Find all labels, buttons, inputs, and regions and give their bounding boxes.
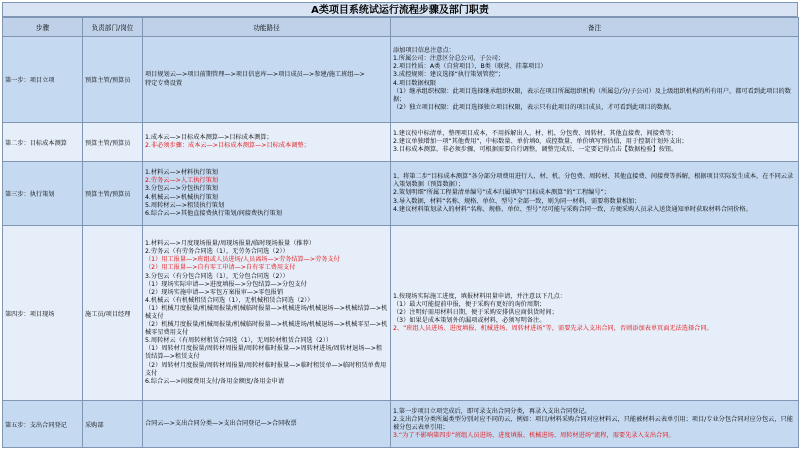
note-cell-line: 1.建议按中标清单，整理项目成本，不用拆解出人、材、机、分包费、周转材、其他直接费、间接费等； — [393, 129, 678, 137]
step-cell-text: 第二步：目标成本测算 — [5, 139, 67, 147]
note-cell-line: 1、将第二步“目标成本测算”各分部分项费用进行人、材、机、分包费、周转材、其他直接费、间接费等拆解，根据项目实际发生成本，在不同云录入策划数据（预算数据）； — [393, 173, 794, 189]
dept-cell-text: 预算主管/预算员 — [85, 191, 131, 198]
path-cell-line: 6.综合云—>其他直接费执行策划/间接费执行策划 — [145, 209, 282, 217]
header-row — [3, 18, 799, 37]
path-cell-line: （1）机械月度报量/机械周报量/机械临时报量—>机械进场/机械退场—>机械结算—>机械支付 — [145, 304, 388, 320]
path-cell — [143, 226, 391, 401]
note-cell-line: 2、“班组人员进场、进度填报、机械进场、周转材进场”等，需要先录入支出合同，否则添加表单页面无法选择合同。 — [393, 325, 713, 333]
path-cell-line: 特定专费设置 — [145, 79, 183, 87]
step-cell — [3, 123, 83, 162]
dept-cell — [83, 226, 143, 401]
note-cell-line: 3.“为了不影响第四步“班组人员进场、进度填报、机械进场、周转材进场”流程，需要先录入支出合同。 — [393, 432, 675, 440]
table-row — [3, 123, 799, 162]
table-row — [3, 37, 799, 123]
dept-cell — [83, 123, 143, 162]
workflow-table — [2, 17, 799, 448]
note-cell-line: 2.项目性质：A类（自营项目），B类（联营、挂靠项目） — [393, 63, 547, 71]
note-cell-line: 2.建议单独增加一项“其他费用”，中标数量、单价填0，成控数量、单价填写预估值，用于控制计划外支出； — [393, 137, 688, 145]
note-cell-line: （2）注明好需用材料日期，便于采购安排供应商供货时间； — [393, 308, 558, 316]
step-cell — [3, 162, 83, 226]
note-cell-line: 3.目标成本测算，非必须步骤，可根据需要自行调整，调整完成后，一定要记得点击【数据检验】按钮。 — [393, 146, 678, 154]
note-cell-line: （1）继承组织权限：此项目选择继承组织权限，表示在项目所属组织机构（所属总/分/子公司）及上级组织机构的所有用户，都可看到此项目的数据； — [393, 87, 791, 103]
table-row — [3, 401, 799, 448]
dept-cell — [83, 401, 143, 448]
step-cell-text: 第一步：项目立项 — [5, 77, 55, 84]
table-row — [3, 226, 799, 401]
step-cell-text: 第五步：支出合同登记 — [5, 421, 67, 429]
note-cell — [391, 226, 799, 401]
header-step: 步骤 — [3, 18, 83, 37]
path-cell-line: （2）现场实施申请—>零包方案报审—>零包报销 — [145, 288, 284, 296]
note-cell-line: （3）如果是成本策划外的漏项或材料，必须写明备注。 — [393, 317, 546, 325]
path-cell-line: （2）机械月度报量/机械周报量/机械临时报量—>机械进场/机械退场—>机械零星—>机械零星费用支付 — [145, 321, 388, 337]
step-cell — [3, 37, 83, 123]
note-cell — [391, 162, 799, 226]
path-cell — [143, 401, 391, 448]
step-cell — [3, 226, 83, 401]
dept-cell-text: 预算主管/预算员 — [85, 139, 131, 147]
path-cell-line: 6.综合云—>间接费用支付/备用金额度/备用金申请 — [145, 377, 285, 385]
table-row — [3, 162, 799, 226]
path-cell — [143, 123, 391, 162]
path-cell-line: 3.分包云（有分包合同选（1），无分包合同选（2）） — [145, 272, 289, 280]
path-cell — [143, 37, 391, 123]
note-cell-line: 2.支出合同分类所属类型分别对应不同的云，例如：项目/材料采购合同对应材料云，只能被材料云表单引用；项目/专业分包合同对应分包云，只能被分包云表单引用； — [393, 415, 793, 431]
path-cell-line: 4.机械云—>机械执行策划 — [145, 193, 218, 201]
path-cell-line: 2.非必须步骤：成本云—>目标成本测算—>目标成本调整； — [145, 142, 310, 149]
step-cell — [3, 401, 83, 448]
path-cell-line: 1.材料云—>材料执行策划 — [145, 169, 218, 177]
note-cell-line: （1）最大可能提前申报，便于采购有更好的询价周期； — [393, 300, 546, 308]
step-cell-text: 第三步：执行策划 — [5, 191, 55, 198]
note-cell-line: 3.成控规则：建议选择“执行策划管控”； — [393, 71, 505, 79]
dept-cell-text: 施工员/项目经理 — [85, 310, 131, 318]
note-cell-line: （2）独立项目权限：此项目选择独立项目权限，表示只有此项目的项目成员，才可看到此项目的数据。 — [393, 103, 676, 111]
path-cell-line: 1.成本云—>目标成本测算—>目标成本测算； — [145, 133, 273, 141]
step-cell-text: 第四步：项目现场 — [5, 310, 55, 318]
path-cell-line: 1.材料云—>月度现场报量/周现场报量/临时现场报量（推荐） — [145, 240, 315, 248]
header-path: 功能路径 — [143, 18, 391, 37]
header-note: 备注 — [391, 18, 799, 37]
note-cell — [391, 401, 799, 448]
path-cell-line: 2.劳务云（有劳务合同选（1），无劳务合同选（2）） — [145, 248, 289, 256]
path-cell-line: （1）用工报量—>班组或人员进场/人员离场—>劳务结算—>劳务支付 — [145, 256, 340, 264]
path-cell-line: 5.周转材云（有周转材租赁合同选（1），无周转材租赁合同选（2）） — [145, 337, 333, 345]
note-cell-line: 4.建议材料策划录入的材料“名称、规格、单位、型号”尽可能与采购合同一致，方便采购人员录入送货通知单时获取材料合同价格。 — [393, 205, 752, 213]
path-cell-line: 合同云—>支出合同分类—>支出合同登记—>合同收票 — [145, 419, 297, 427]
note-cell-line: 3.导入数据，材料“名称、规格、单位、型号”全部一致，则为同一材料，需要将数量相加； — [393, 197, 641, 205]
path-cell-line: 项目规划云—>项目前期管理—>项目信息库—>项目成员—>参建/施工班组—> — [145, 71, 365, 79]
note-cell-line: 添加项目信息注意点： — [393, 47, 455, 55]
note-cell-line: 2.策划明细“所属工程量清单编号”成本归属填写“目标成本测算”的“工程编号”； — [393, 189, 610, 197]
path-cell-line: 5.周转材云—>租赁执行策划 — [145, 201, 225, 209]
header-dept: 负责部门/岗位 — [83, 18, 143, 37]
note-cell-line: 1.第一步项目立项完成后，即可录支出合同分类，再录入支出合同登记。 — [393, 407, 591, 415]
dept-cell — [83, 37, 143, 123]
path-cell-line: （2）周转材月度报量/周转材周报量/周转材临时报量—>临时租赁单—>临时租赁单费用支付 — [145, 361, 387, 377]
sheet-title: A类项目系统试运行流程步骤及部门职责 — [2, 2, 798, 17]
note-cell — [391, 37, 799, 123]
path-cell-line: 2.劳务云—>人工执行策划 — [145, 177, 218, 185]
path-cell-line: （1）现场实际申请—>进度填报—>分包结算—>分包支付 — [145, 280, 307, 288]
path-cell — [143, 162, 391, 226]
dept-cell-text: 预算主管/预算员 — [85, 77, 131, 84]
spreadsheet — [2, 2, 798, 450]
note-cell-line: 1.所属公司：注意区分总公司，子公司； — [393, 55, 505, 63]
note-cell-line: 4.项目数据权限 — [393, 79, 437, 87]
dept-cell-text: 采购部 — [85, 421, 104, 429]
dept-cell — [83, 162, 143, 226]
path-cell-line: 4.机械云（有机械租赁合同选（1），无机械租赁合同选（2）） — [145, 296, 314, 304]
path-cell-line: （1）周转材月度报量/周转材周报量/周转材临时报量—>周转材进场/周转材退场—>租赁结算—>租赁支付 — [145, 345, 383, 361]
path-cell-line: 3.分包云—>分包执行策划 — [145, 185, 218, 193]
note-cell-line: 1.按现场实际施工进度，填报材料用量申请，并注意以下几点： — [393, 292, 566, 300]
path-cell-line: （2）用工报量—>自有零工申请—>自有零工费用支付 — [145, 264, 296, 272]
note-cell — [391, 123, 799, 162]
